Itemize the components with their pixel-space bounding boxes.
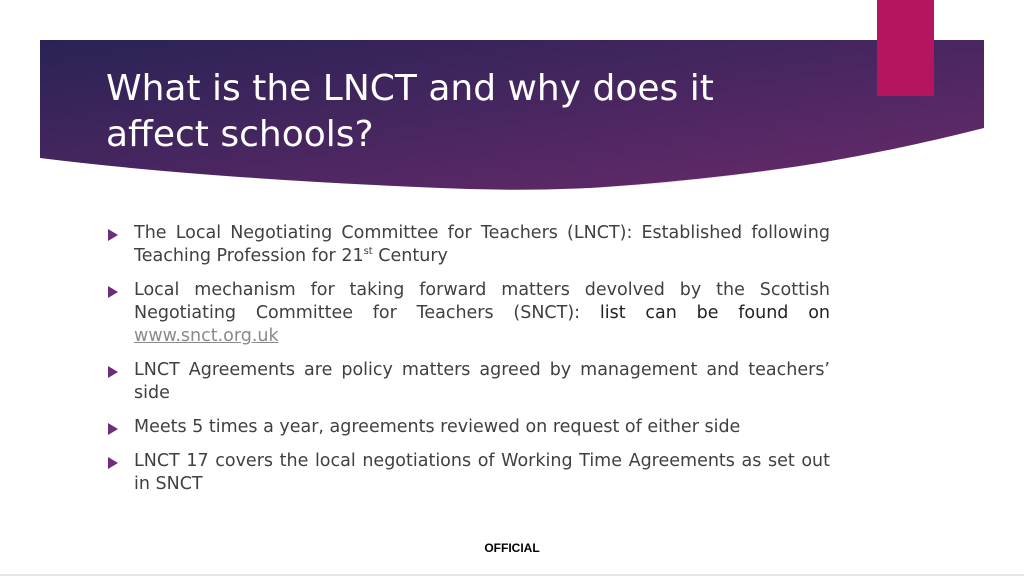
list-item — [106, 279, 830, 348]
triangle-bullet-icon — [108, 229, 118, 241]
triangle-bullet-icon — [108, 286, 118, 298]
bullet-text: LNCT Agreements are policy matters agreed by management and teachers’ side — [134, 360, 830, 403]
bullet-text: The Local Negotiating Committee for Teachers (LNCT): Established following Teaching Profession for 21 — [134, 223, 830, 266]
bullet-text-end: Century — [372, 246, 448, 266]
list-item — [106, 416, 830, 439]
link-intro: list can be found on — [599, 303, 830, 323]
accent-tab — [877, 0, 934, 96]
triangle-bullet-icon — [108, 423, 118, 435]
bullet-list — [106, 222, 830, 507]
triangle-bullet-icon — [108, 457, 118, 469]
list-item — [106, 450, 830, 496]
bullet-text: Meets 5 times a year, agreements reviewed on request of either side — [134, 417, 741, 437]
bullet-text: LNCT 17 covers the local negotiations of Working Time Agreements as set out in SNCT — [134, 451, 830, 494]
superscript: st — [363, 246, 373, 258]
official-label: OFFICIAL — [484, 541, 540, 555]
slide-title: What is the LNCT and why does it affect schools? — [106, 68, 714, 155]
snct-url-link[interactable]: www.snct.org.uk — [134, 326, 279, 346]
list-item — [106, 222, 830, 268]
triangle-bullet-icon — [108, 366, 118, 378]
list-item — [106, 359, 830, 405]
bullet-text: Local mechanism for taking forward matters devolved by the Scottish Negotiating Committee for Teachers (SNCT): — [134, 280, 830, 323]
